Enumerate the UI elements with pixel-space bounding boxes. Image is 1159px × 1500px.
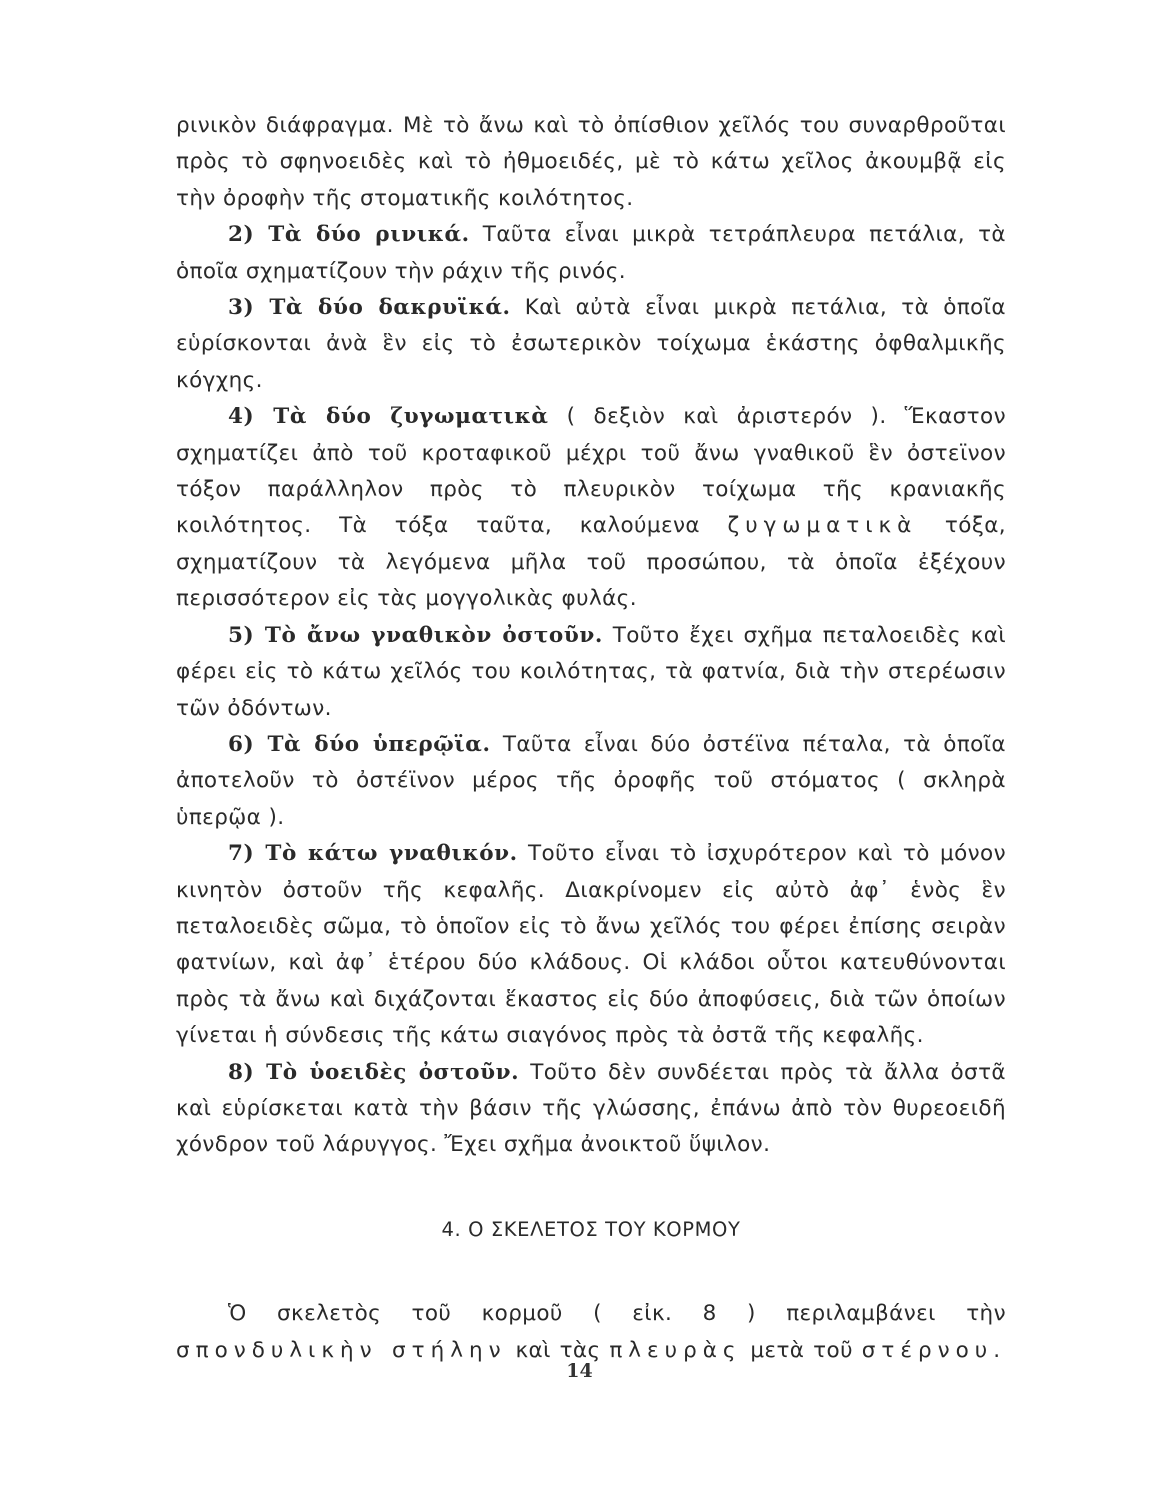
paragraph-text: ( δεξιὸν καὶ ἀριστερόν ). Ἕκαστον σχηματίζει ἀπὸ τοῦ κροταφικοῦ μέχρι τοῦ ἄνω γναθικοῦ ἓν ὀστεϊνον τόξον παράλληλον πρὸς τὸ πλευρικὸν τοίχωμα τῆς κρανιακῆς κοιλότητος. Τὰ τόξα ταῦτα, καλούμενα <box>176 404 1006 539</box>
paragraph-text: Ὁ σκελετὸς τοῦ κορμοῦ ( εἰκ. 8 ) περιλαμβάνει τὴν <box>228 1301 1006 1327</box>
paragraph-text: Ταῦτα εἶναι μικρὰ τετράπλευρα πετάλια, τὰ ὁποῖα σχηματίζουν τὴν ράχιν τῆς ρινός. <box>176 222 1006 284</box>
paragraph-text: Τοῦτο ἔχει σχῆμα πεταλοειδὲς καὶ φέρει εἰς τὸ κάτω χεῖλός του κοιλότητας, τὰ φατνία, διὰ τὴν στερέωσιν τῶν ὀδόντων. <box>176 622 1006 721</box>
paragraph-text: ρινικὸν διάφραγμα. Μὲ τὸ ἄνω καὶ τὸ ὀπίσθιον χεῖλός του συναρθροῦται πρὸς τὸ σφηνοειδὲς καὶ τὸ ἠθμοειδές, μὲ τὸ κάτω χεῖλος ἀκουμβᾷ εἰς τὴν ὀροφὴν τῆς στοματικῆς κοιλότητος. <box>176 113 1006 211</box>
paragraph-text: Καὶ αὐτὰ εἶναι μικρὰ πετάλια, τὰ ὁποῖα εὑρίσκονται ἀνὰ ἓν εἰς τὸ ἐσωτερικὸν τοίχωμα ἑκάστης ὀφθαλμικῆς κόγχης. <box>176 295 1006 393</box>
paragraph-heading: 8) Τὸ ὑοειδὲς ὀστοῦν. <box>228 1059 520 1085</box>
paragraph-hyoid <box>176 1055 1006 1164</box>
paragraph-text: καὶ τὰς <box>515 1337 601 1363</box>
paragraph-text: μετὰ τοῦ <box>750 1337 853 1363</box>
page-number: 14 <box>566 1360 593 1382</box>
paragraph-heading: 6) Τὰ δύο ὑπερῷϊα. <box>228 731 491 757</box>
paragraph-palatine-bones <box>176 727 1006 836</box>
paragraph-maxilla <box>176 618 1006 727</box>
paragraph-text: Τοῦτο εἶναι τὸ ἰσχυρότερον καὶ τὸ μόνον κινητὸν ὀστοῦν τῆς κεφαλῆς. Διακρίνομεν εἰς αὐτὸ ἀφ᾽ ἑνὸς ἓν πεταλοειδὲς σῶμα, τὸ ὁποῖον εἰς τὸ ἄνω χεῖλός του φέρει ἐπίσης σειρὰν φατνίων, καὶ ἀφ᾽ ἑτέρου δύο κλάδους. Οἱ κλάδοι οὗτοι κατευθύνονται πρὸς τὰ ἄνω καὶ διχάζονται ἕκαστος εἰς δύο ἀποφύσεις, διὰ τῶν ὁποίων γίνεται ἡ σύνδεσις τῆς κάτω σιαγόνος πρὸς τὰ ὀστᾶ τῆς κεφαλῆς. <box>176 841 1006 1049</box>
paragraph-mandible <box>176 836 1006 1054</box>
paragraph-text: Ταῦτα εἶναι δύο ὀστέϊνα πέταλα, τὰ ὁποῖα ἀποτελοῦν τὸ ὀστέϊνον μέρος τῆς ὀροφῆς τοῦ στόματος ( σκληρὰ ὑπερῷα ). <box>176 731 1006 830</box>
paragraph-nasal-bones <box>176 217 1006 290</box>
spaced-term: πλευρὰς <box>609 1337 742 1363</box>
paragraph-text: τόξα, σχηματίζουν τὰ λεγόμενα μῆλα τοῦ προσώπου, τὰ ὁποῖα ἐξέχουν περισσότερον εἰς τὰς μογγολικὰς φυλάς. <box>176 513 1007 612</box>
paragraph-continuation <box>176 108 1006 217</box>
page-body <box>176 108 1006 1369</box>
paragraph-heading: 5) Τὸ ἄνω γναθικὸν ὀστοῦν. <box>228 622 603 648</box>
spaced-term: σπονδυλικὴν στήλην <box>176 1337 507 1363</box>
spaced-term: ζυγωματικὰ <box>727 513 918 539</box>
paragraph-zygomatic-bones <box>176 399 1006 617</box>
paragraph-text: Τοῦτο δὲν συνδέεται πρὸς τὰ ἄλλα ὀστᾶ καὶ εὑρίσκεται κατὰ τὴν βάσιν τῆς γλώσσης, ἐπάνω ἀπὸ τὸν θυρεοειδῆ χόνδρον τοῦ λάρυγγος. Ἔχει σχῆμα ἀνοικτοῦ ὕψιλον. <box>176 1059 1007 1158</box>
paragraph-heading: 3) Τὰ δύο δακρυϊκά. <box>228 295 511 321</box>
paragraph-heading: 7) Τὸ κάτω γναθικόν. <box>228 841 518 867</box>
paragraph-lacrimal-bones <box>176 290 1006 399</box>
section-title: 4. Ο ΣΚΕΛΕΤΟΣ ΤΟΥ ΚΟΡΜΟΥ <box>441 1217 741 1241</box>
spaced-term: στέρνου. <box>861 1337 1007 1363</box>
paragraph-heading: 2) Τὰ δύο ρινικά. <box>228 222 470 248</box>
paragraph-trunk-skeleton <box>176 1296 1006 1369</box>
paragraph-heading: 4) Τὰ δύο ζυγωματικὰ <box>228 404 549 430</box>
